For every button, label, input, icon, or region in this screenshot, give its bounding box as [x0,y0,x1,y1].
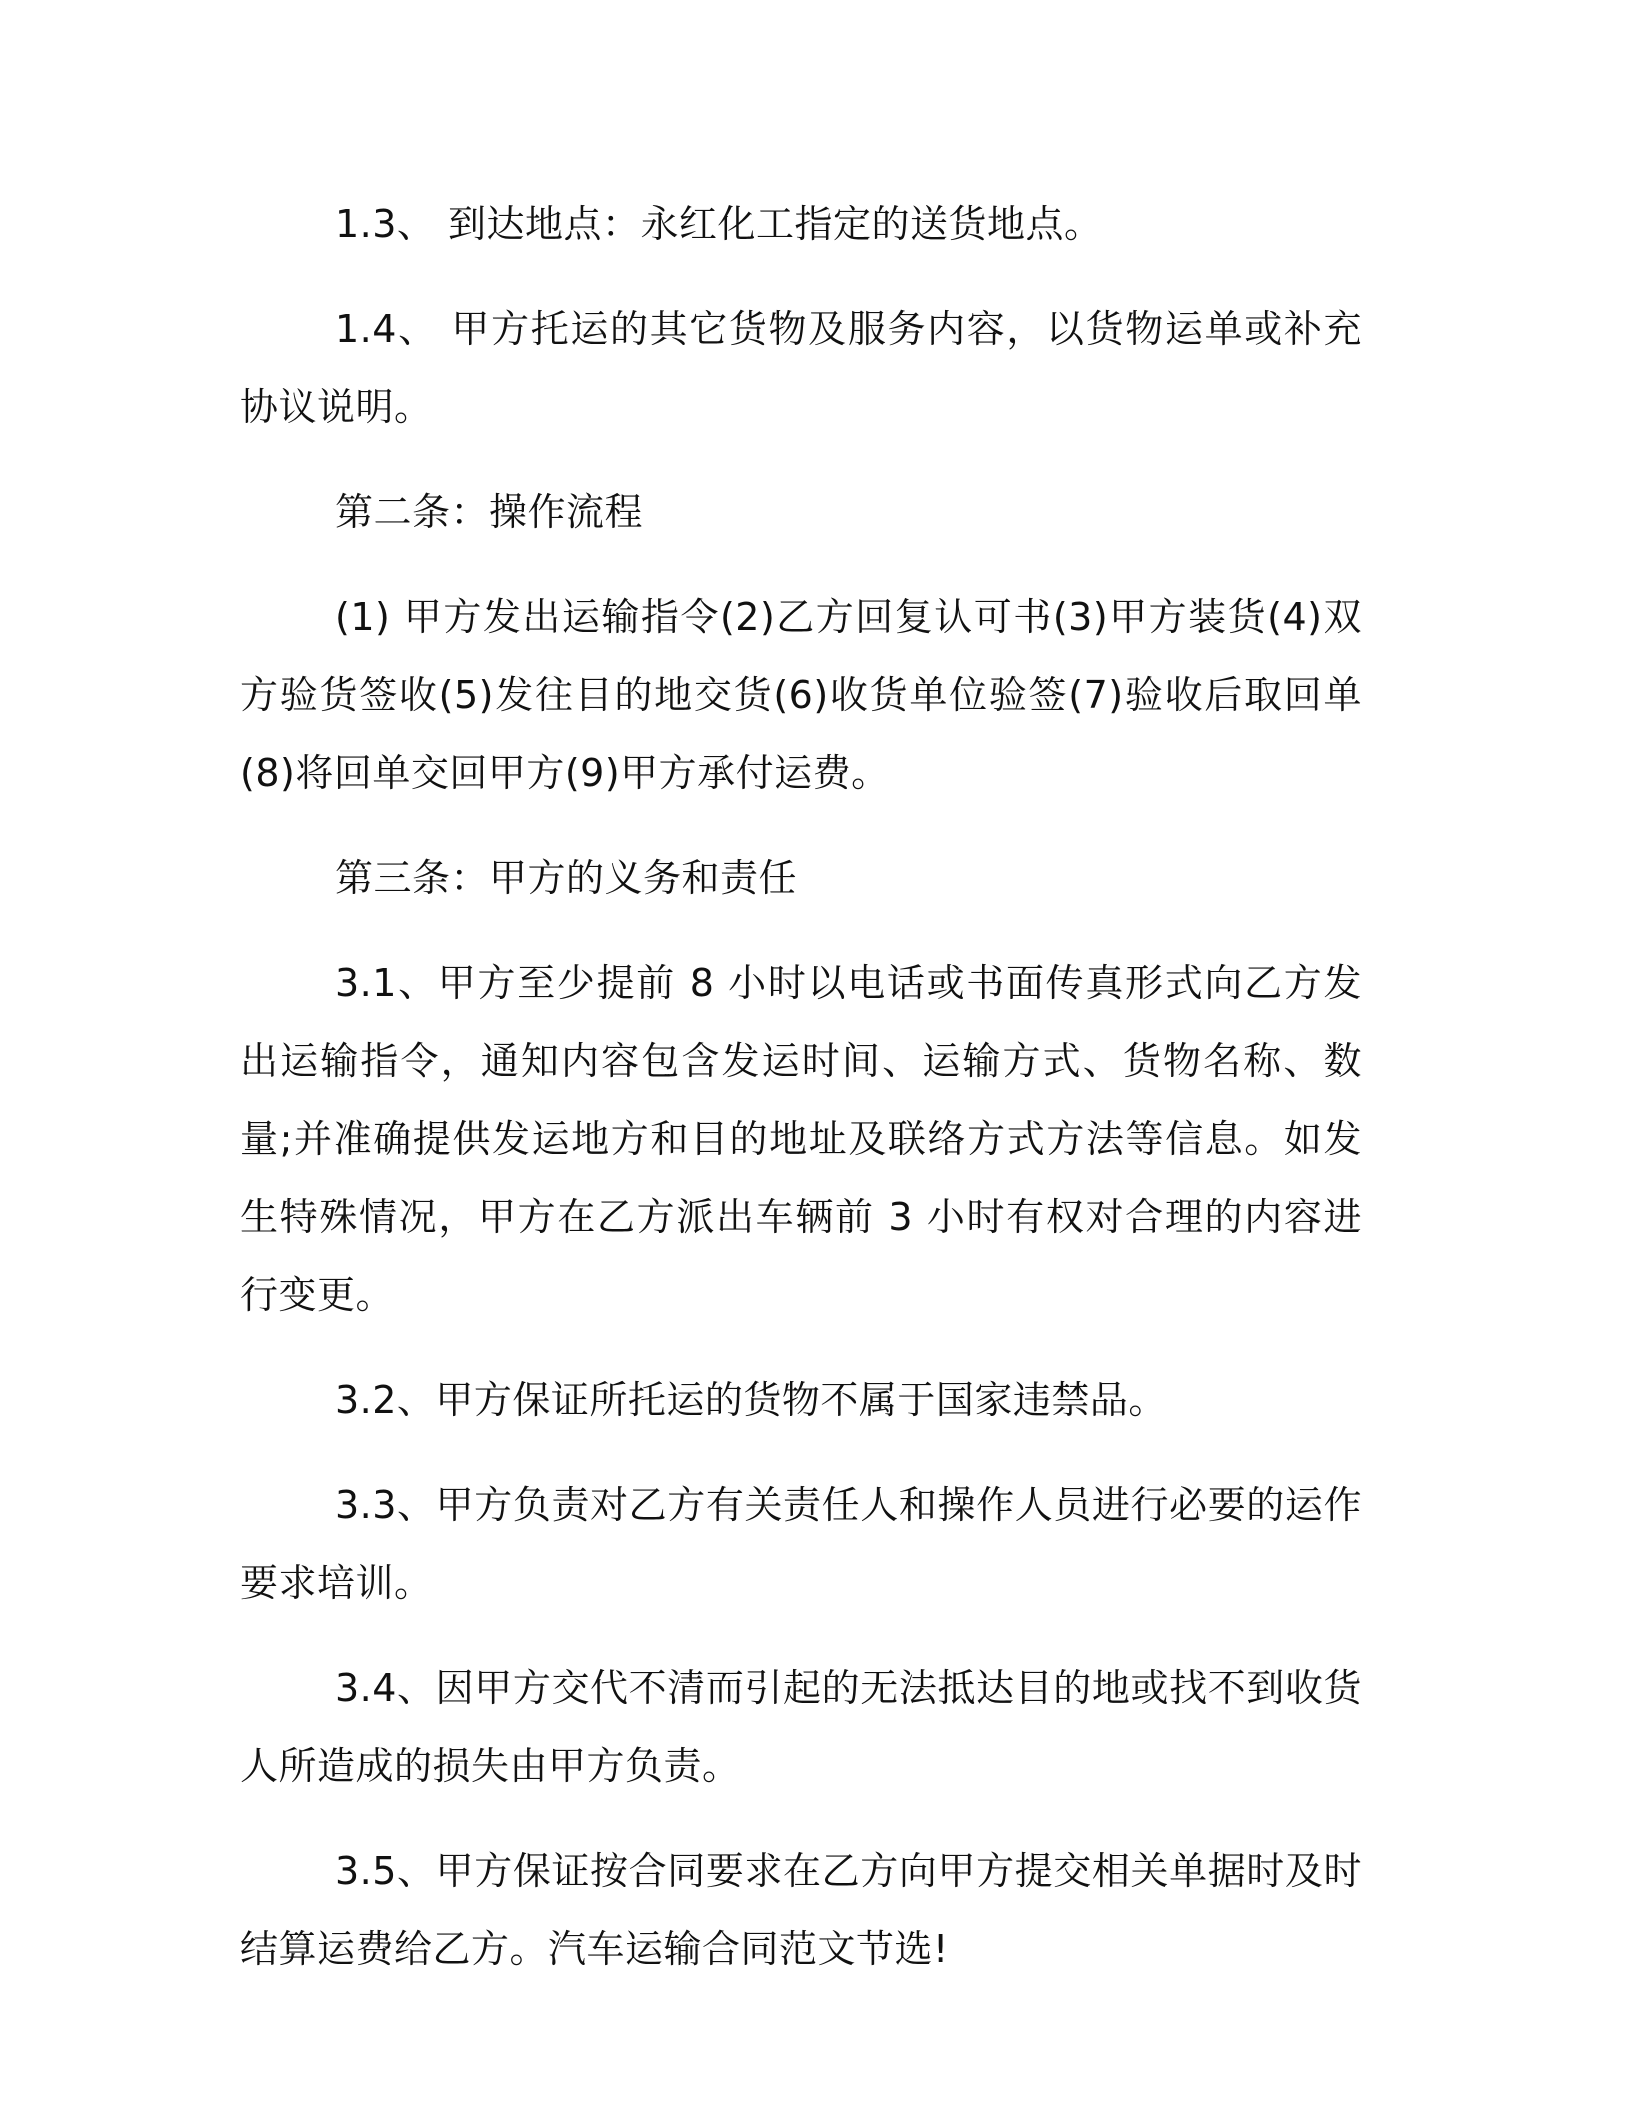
clause-3-3: 3.3、甲方负责对乙方有关责任人和操作人员进行必要的运作要求培训。 [240,1483,1362,1605]
clause-3-4: 3.4、因甲方交代不清而引起的无法抵达目的地或找不到收货人所造成的损失由甲方负责。 [240,1666,1362,1788]
article-3-heading: 第三条：甲方的义务和责任 [335,856,798,900]
article-2-heading: 第二条：操作流程 [335,490,644,534]
clause-3-5: 3.5、甲方保证按合同要求在乙方向甲方提交相关单据时及时结算运费给乙方。汽车运输合同范文节选! [240,1849,1362,1971]
operation-flow-paragraph: (1) 甲方发出运输指令(2)乙方回复认可书(3)甲方装货(4)双方验货签收(5)发往目的地交货(6)收货单位验签(7)验收后取回单(8)将回单交回甲方(9)甲方承付运费。 [240,595,1362,795]
clause-1-3: 1.3、 到达地点：永红化工指定的送货地点。 [335,202,1103,246]
clause-3-2: 3.2、甲方保证所托运的货物不属于国家违禁品。 [335,1378,1167,1422]
clause-3-1: 3.1、甲方至少提前 8 小时以电话或书面传真形式向乙方发出运输指令，通知内容包含发运时间、运输方式、货物名称、数量;并准确提供发运地方和目的地址及联络方式方法等信息。如发生特殊情况，甲方在乙方派出车辆前 3 小时有权对合理的内容进行变更。 [240,961,1362,1317]
clause-1-4: 1.4、 甲方托运的其它货物及服务内容，以货物运单或补充协议说明。 [240,307,1362,429]
